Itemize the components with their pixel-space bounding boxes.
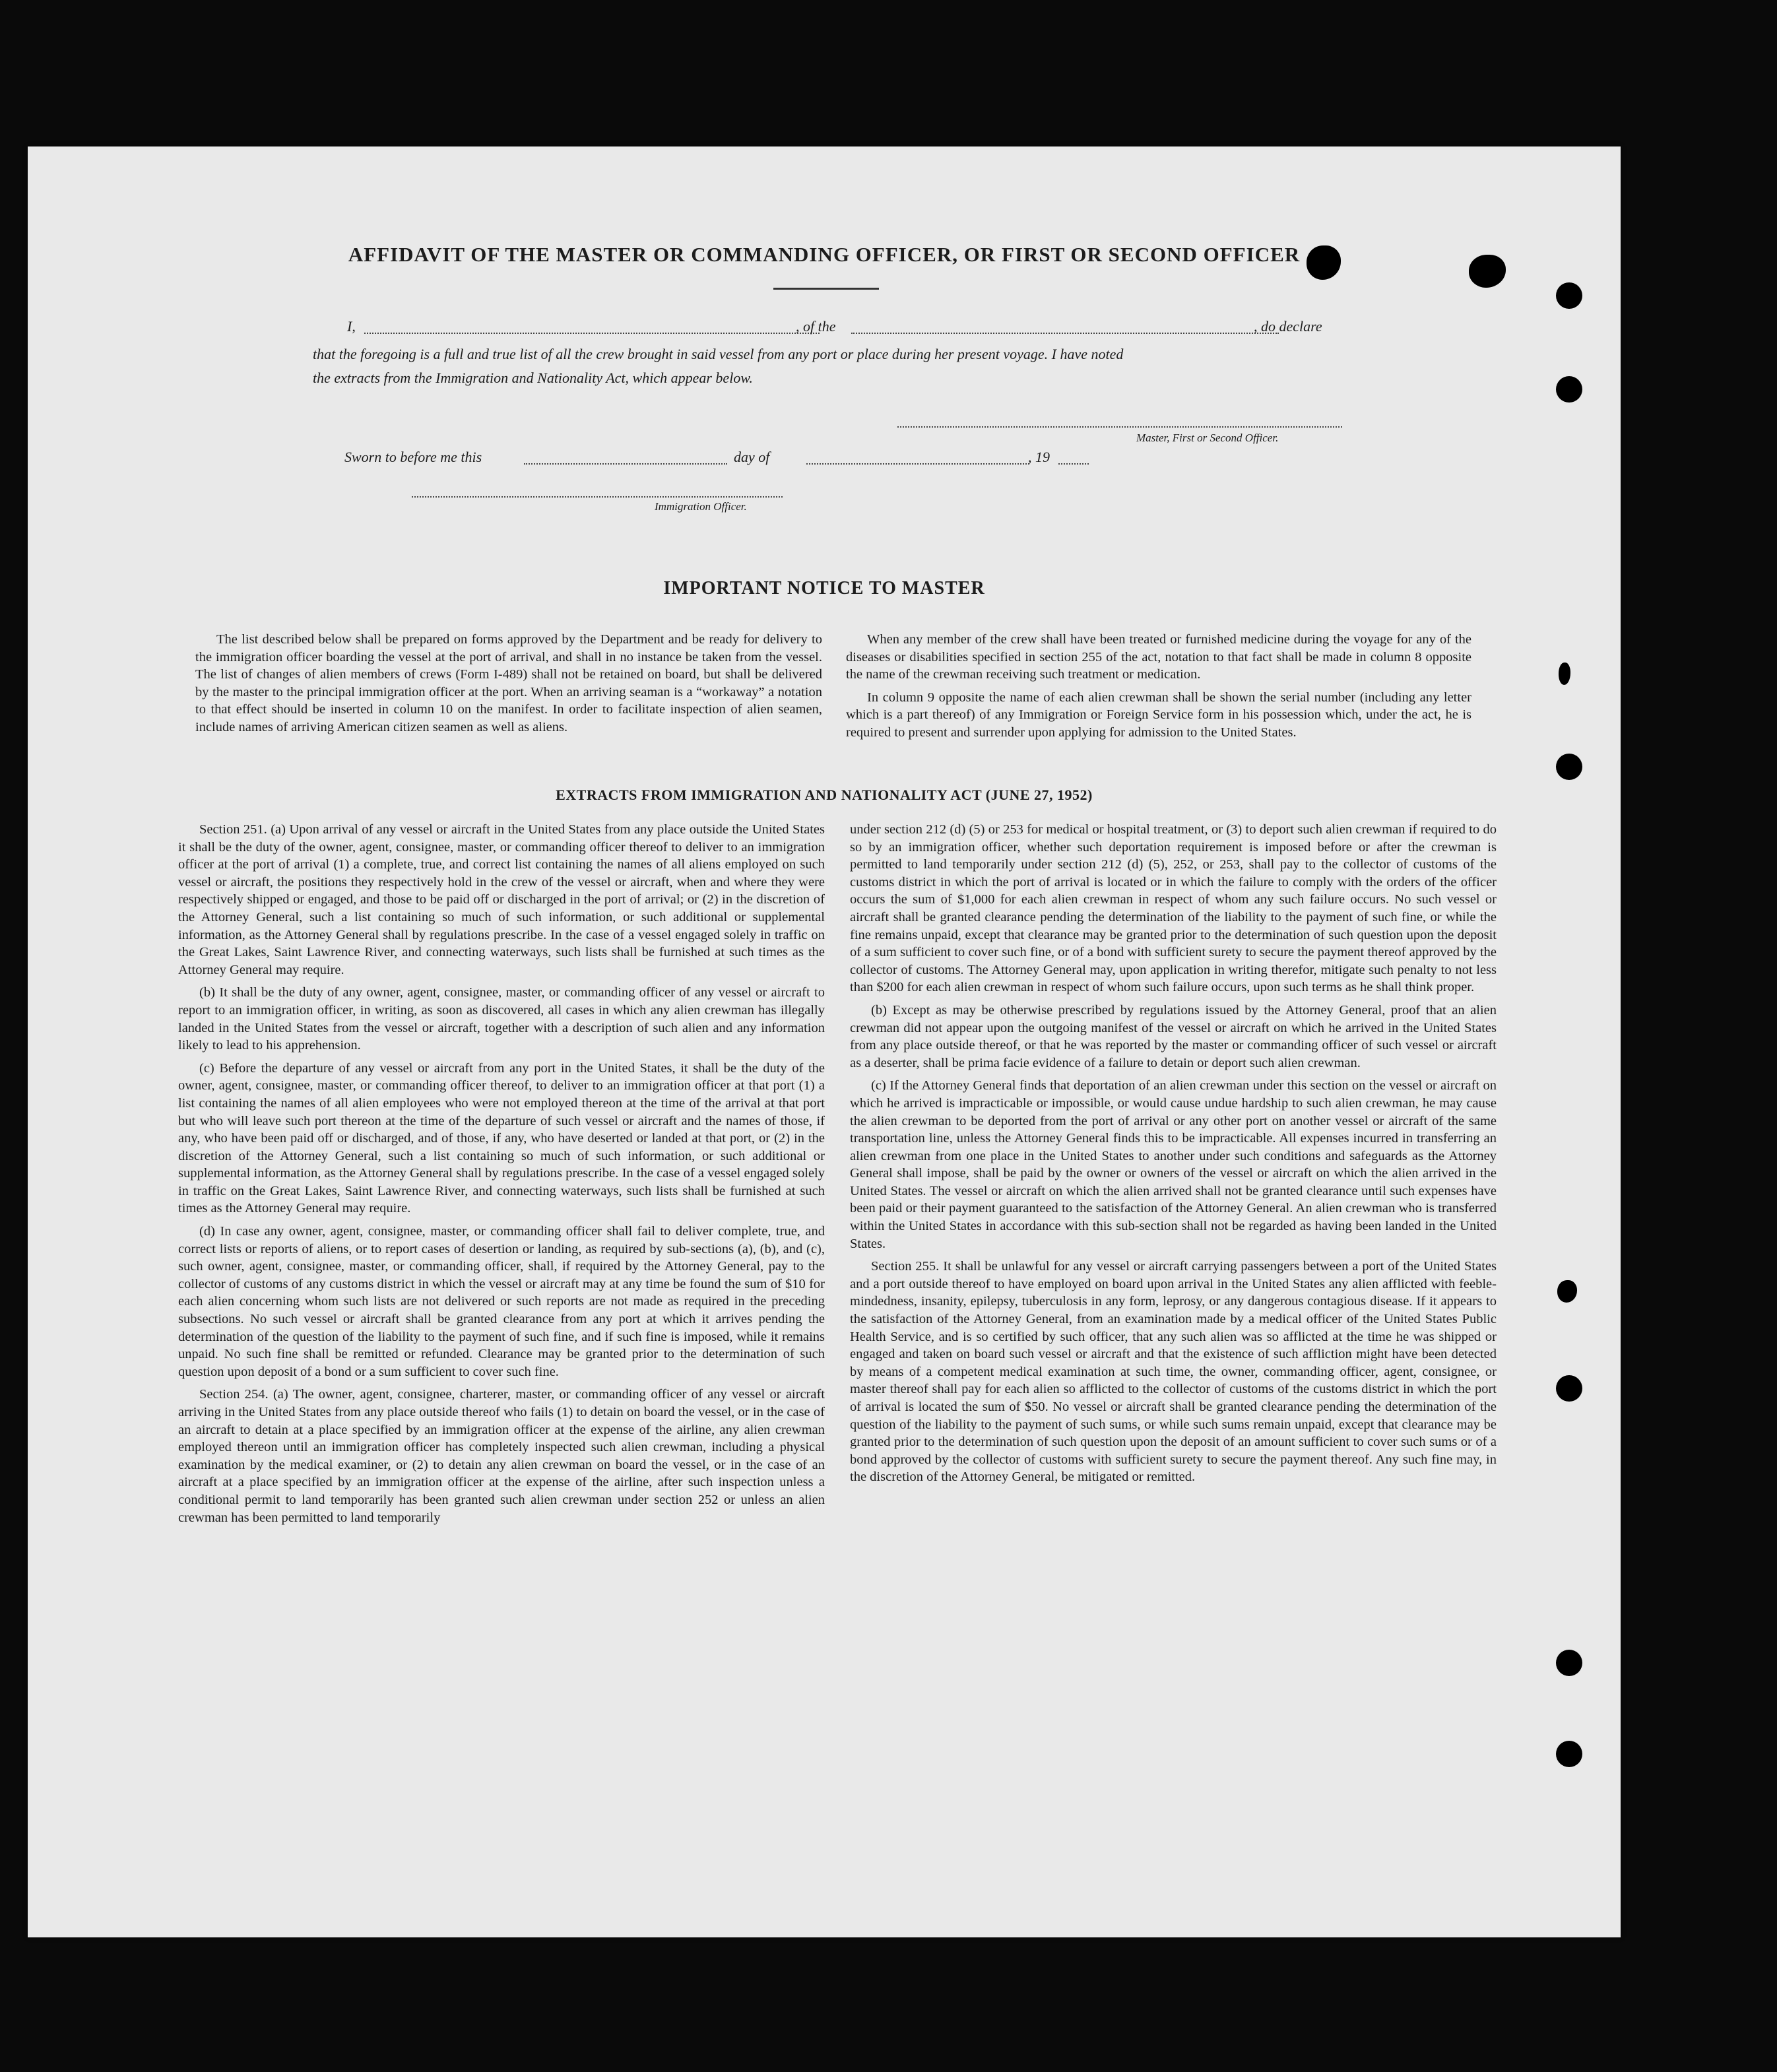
immigration-officer-label: Immigration Officer. bbox=[655, 500, 747, 513]
extracts-left-column bbox=[178, 821, 825, 1532]
title-underline bbox=[773, 288, 879, 290]
extracts-heading: EXTRACTS FROM IMMIGRATION AND NATIONALITY ACT (JUNE 27, 1952) bbox=[556, 787, 1093, 803]
notice-left-column bbox=[195, 631, 822, 742]
day-of-text: day of bbox=[734, 449, 770, 465]
declaration-of-the: , of the bbox=[796, 318, 836, 335]
sworn-month-field[interactable] bbox=[806, 463, 1029, 465]
master-signature-line[interactable] bbox=[897, 426, 1342, 428]
sworn-day-field[interactable] bbox=[524, 463, 727, 465]
section-251c: (c) Before the departure of any vessel or aircraft from any port in the United States, it shall be the duty of the owner, agent, consignee, master, or commanding officer thereof, to deliver to an immigration officer at that port (1) a list containing the names of all alien employees who were not employed thereon at the time of the arrival at that port but who will leave such port thereon at the time of the departure of such vessel or aircraft and the names of those, if any, who have been paid off or discharged, and of those, if any, who have deserted or landed at that port, or (2) in the discretion of the Attorney General, such a list containing so much of such information, or such additional or supplemental information, as the Attorney General shall by regulations prescribe. In the case of a vessel engaged solely in traffic on the Great Lakes, Saint Lawrence River, and connecting waterways, such lists shall be furnished at such times as the Attorney General may require. bbox=[178, 1060, 825, 1216]
declaration-i: I, bbox=[347, 318, 356, 335]
name-field[interactable] bbox=[364, 333, 820, 334]
section-251d: (d) In case any owner, agent, consignee, master, or commanding officer shall fail to deliver complete, true, and correct lists or reports of aliens, or to report cases of desertion or landing, as required by sub-sections (a), (b), and (c), such owner, agent, consignee, master, or commanding officer, shall, if required by the Attorney General, pay to the collector of customs of any customs district in which the vessel or aircraft may at any time be found the sum of $10 for each alien concerning whom such lists are not delivered or such reports are not made as required in the preceding subsections. No such vessel or aircraft shall be granted clearance from any port at which it arrives pending the determination of the question of the liability to the payment of such fine, and if such fine is imposed, while it remains unpaid. No such fine shall be remitted or refunded. Clearance may be granted prior to the determination of such question upon deposit of a bond or a sum sufficient to cover such fine. bbox=[178, 1224, 825, 1379]
notice-right-paragraph-1: When any member of the crew shall have been treated or furnished medicine during the voyage for any of the diseases or disabilities specified in section 255 of the act, notation to that fact shall be made in column 8 opposite the name of the crewman receiving such treatment or medication. bbox=[846, 632, 1471, 682]
master-signature-label: Master, First or Second Officer. bbox=[1136, 432, 1279, 444]
section-254a-continued: under section 212 (d) (5) or 253 for medical or hospital treatment, or (3) to deport such alien crewman if required to do so by an immigration officer, whether such deportation requirement is imposed before or after the crewman is permitted to land temporarily under section 212 (d) (5), 252, or 253, shall pay to the collector of customs of the customs district in which the port of arrival is located or in which the failure to comply with the orders of the officer occurs the sum of $1,000 for each alien crewman in respect of whom any such failure occurs. No such vessel or aircraft shall be granted clearance pending the determination of the liability to the payment of such fine, or while the fine remains unpaid, except that clearance may be granted prior to the determination of such question upon the deposit of a sum sufficient to cover such fine, or of a bond with sufficient surety to secure the payment thereof approved by the collector of customs. The Attorney General may, upon application in writing therefor, mitigate such penalty to not less than $200 for each alien crewman in respect of whom such failure occurs, upon such terms as he shall think proper. bbox=[850, 822, 1497, 995]
section-255: Section 255. It shall be unlawful for any vessel or aircraft carrying passengers between a port of the United States and a port outside thereof to have employed on board upon arrival in the United States any alien afflicted with feeble-mindedness, insanity, epilepsy, tuberculosis in any form, leprosy, or any dangerous contagious disease. If it appears to the satisfaction of the Attorney General, from an examination made by a medical officer of the United States Public Health Service, and is so certified by such officer, that any such alien was so afflicted at the time he was shipped or engaged and taken on board such vessel or aircraft and that the existence of such affliction might have been detected by means of a competent medical examination at such time, the owner, commanding officer, agent, consignee, or master thereof shall pay for each alien so afflicted to the collector of customs of the customs district in which the port of arrival is located the sum of $50. No vessel or aircraft shall be granted clearance pending the determination of the question of the liability to the payment of such sums, or while such sums remain unpaid, except that clearance may be granted prior to the determination of such question upon the deposit of an amount sufficient to cover such sums or of a bond approved by the collector of customs with sufficient surety to secure the payment thereof. Any such fine may, in the discretion of the Attorney General, be mitigated or remitted. bbox=[850, 1259, 1497, 1485]
section-254a: Section 254. (a) The owner, agent, consignee, charterer, master, or commanding officer of any vessel or aircraft arriving in the United States from any place outside thereof who fails (1) to detain on board the vessel, or in the case of an aircraft to detain at a place specified by an immigration officer at the expense of the airline, any alien crewman employed thereon until an immigration officer has completely inspected such alien crewman, including a physical examination by the medical examiner, or (2) to detain any alien crewman on board the vessel, or in the case of an aircraft at a place specified by an immigration officer at the expense of the airline, after such inspection unless a conditional permit to land temporarily has been granted such alien crewman under section 252 or unless an alien crewman has been permitted to land temporarily bbox=[178, 1387, 825, 1525]
section-251a: Section 251. (a) Upon arrival of any vessel or aircraft in the United States from any place outside the United States it shall be the duty of the owner, agent, consignee, master, or commanding officer thereof to deliver to an immigration officer at the port of arrival (1) a complete, true, and correct list containing the names of all aliens employed on such vessel or aircraft, the positions they respectively hold in the crew of the vessel or aircraft, when and where they were respectively shipped or engaged, and those to be paid off or discharged in the port of arrival; or (2) in the discretion of the Attorney General, such a list containing so much of such information, or such additional or supplemental information, as the Attorney General shall by regulations prescribe. In the case of a vessel engaged solely in traffic on the Great Lakes, Saint Lawrence River, and connecting waterways, such lists shall be furnished at such times as the Attorney General may require. bbox=[178, 822, 825, 977]
notice-right-column bbox=[846, 631, 1471, 747]
section-251b: (b) It shall be the duty of any owner, agent, consignee, master, or commanding officer of any vessel or aircraft to report to an immigration officer, in writing, as soon as discovered, all cases in which any alien crewman has illegally landed in the United States from the vessel or aircraft, together with a description of such alien and any information likely to lead to his apprehension. bbox=[178, 985, 825, 1053]
declaration-line-3: the extracts from the Immigration and Nationality Act, which appear below. bbox=[313, 370, 753, 386]
immigration-officer-signature-line[interactable] bbox=[412, 496, 783, 498]
section-254c: (c) If the Attorney General finds that deportation of an alien crewman under this section on the vessel or aircraft on which he arrived is impracticable or impossible, or would cause undue hardship to such alien crewman, he may cause the alien crewman to be deported from the port of arrival or any other port on another vessel or aircraft of the same transportation line, unless the Attorney General finds this to be impracticable. All expenses incurred in transferring an alien crewman from one place in the United States to another under such conditions and safeguards as the Attorney General shall impose, shall be paid by the owner or owners of the vessel or aircraft on which the alien arrived in the United States. The vessel or aircraft on which the alien arrived shall not be granted clearance until such expenses have been paid or their payment guaranteed to the satisfaction of the Attorney General. An alien crewman who is transferred within the United States in accordance with this sub-section shall not be regarded as having been landed in the United States. bbox=[850, 1078, 1497, 1251]
section-254b: (b) Except as may be otherwise prescribed by regulations issued by the Attorney General, proof that an alien crewman did not appear upon the outgoing manifest of the vessel or aircraft on which he arrived in the United States from any place outside thereof, or that he was reported by the master or commanding officer of such vessel or aircraft as a deserter, shall be prima facie evidence of a failure to detain or deport such alien crewman. bbox=[850, 1002, 1497, 1070]
notice-heading: IMPORTANT NOTICE TO MASTER bbox=[663, 578, 985, 599]
notice-left-paragraph: The list described below shall be prepared on forms approved by the Department and be ready for delivery to the immigration officer boarding the vessel at the port of arrival, and shall in no instance be taken from the vessel. The list of changes of alien members of crews (Form I-489) shall not be retained on board, but shall be delivered by the master to the principal immigration officer at the port. When an arriving seaman is a “workaway” a notation to that effect should be inserted in column 10 on the manifest. In order to facilitate inspection of alien seamen, include names of arriving American citizen seamen as well as aliens. bbox=[195, 632, 822, 734]
sworn-text: Sworn to before me this bbox=[344, 449, 482, 465]
vessel-field[interactable] bbox=[851, 333, 1279, 334]
sworn-year-field[interactable] bbox=[1058, 463, 1089, 465]
affidavit-title: AFFIDAVIT OF THE MASTER OR COMMANDING OFFICER, OR FIRST OR SECOND OFFICER bbox=[348, 243, 1301, 266]
declaration-line-2: that the foregoing is a full and true list of all the crew brought in said vessel from any port or place during her present voyage. I have noted bbox=[313, 346, 1124, 362]
extracts-right-column bbox=[850, 821, 1497, 1491]
notice-right-paragraph-2: In column 9 opposite the name of each alien crewman shall be shown the serial number (including any letter which is a part thereof) of any Immigration or Foreign Service form in his possession which, under the act, he is required to present and surrender upon applying for admission to the United States. bbox=[846, 690, 1471, 740]
declaration-declare: , do declare bbox=[1254, 318, 1322, 335]
document-page bbox=[28, 146, 1621, 1937]
year-text: , 19 bbox=[1028, 449, 1050, 465]
